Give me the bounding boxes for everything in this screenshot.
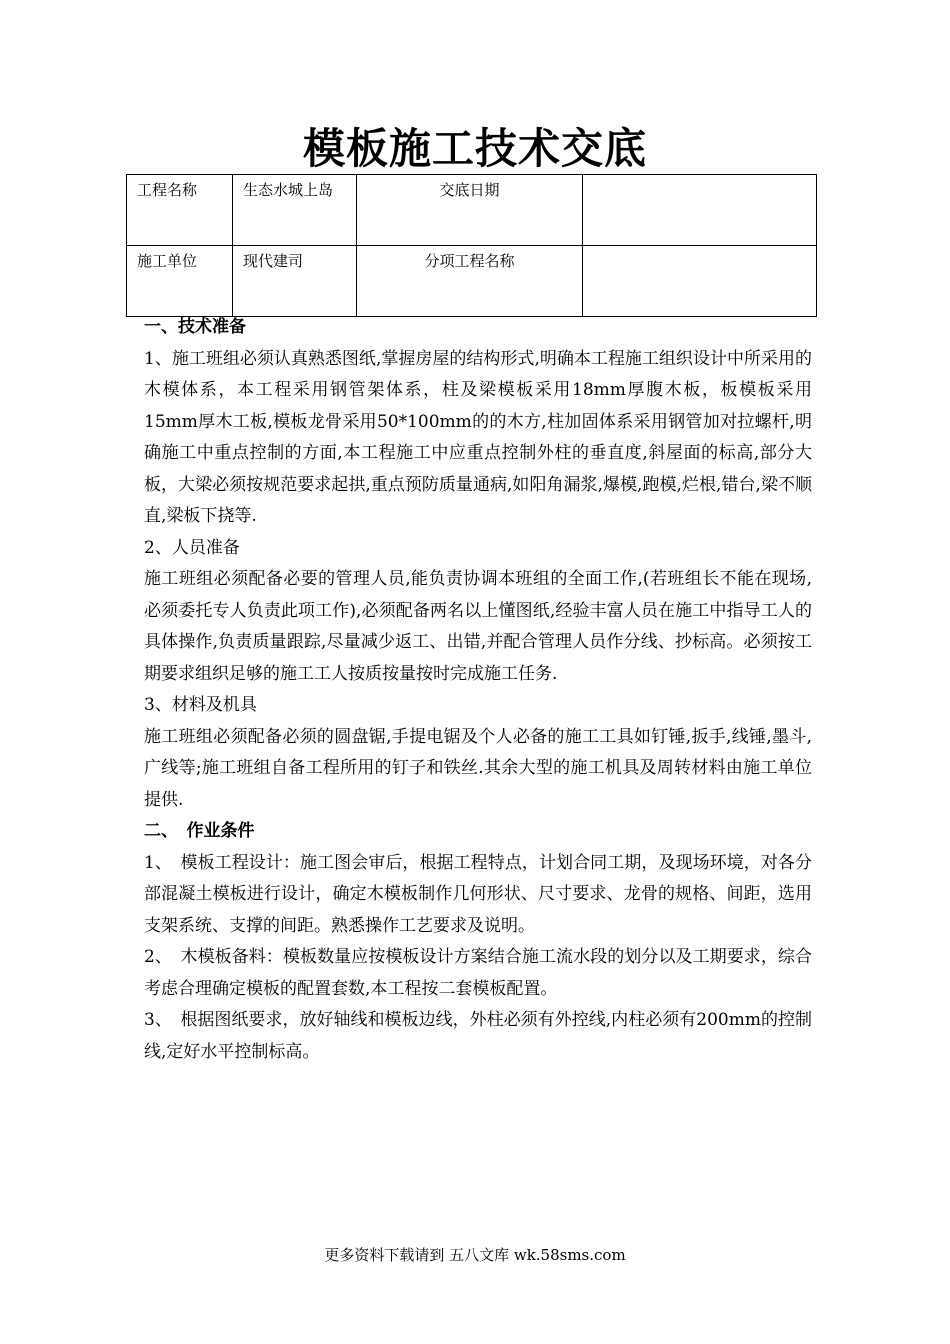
handover-date-value: [583, 175, 817, 246]
paragraph-materials-tools: 施工班组必须配备必须的圆盘锯,手提电锯及个人必备的施工工具如钉锤,扳手,线锤,墨斗,广线等;施工班组自备工程所用的钉子和铁丝.其余大型的施工机具及周转材料由施工单位提供.: [144, 726, 812, 810]
paragraph-drawing-familiarization: 1、施工班组必须认真熟悉图纸,掌握房屋的结构形式,明确本工程施工组织设计中所采用的木模体系，本工程采用钢管架体系，柱及梁模板采用18mm厚腹木板，板模板采用15mm厚木工板,模板龙骨采用50*100mm的的木方,柱加固体系采用钢管加对拉螺杆,明确施工中重点控制的方面,本工程施工中应重点控制外柱的垂直度,斜屋面的标高,部分大板，大梁必须按规范要求起拱,重点预防质量通病,如阳角漏浆,爆模,跑模,烂根,错台,梁不顺直,梁板下挠等.: [144, 348, 812, 526]
construction-unit-label: 施工单位: [127, 246, 233, 317]
paragraph-personnel-preparation: 施工班组必须配备必要的管理人员,能负责协调本班组的全面工作,(若班组长不能在现场,必须委托专人负责此项工作),必须配备两名以上懂图纸,经验丰富人员在施工中指导工人的具体操作,负责质量跟踪,尽量减少返工、出错,并配合管理人员作分线、抄标高。必须按工期要求组织足够的施工工人按质按量按时完成施工任务.: [144, 569, 812, 684]
project-name-label: 工程名称: [127, 175, 233, 246]
document-body: [144, 312, 812, 1068]
document-title: 模板施工技术交底: [302, 124, 647, 173]
table-row: [127, 246, 817, 317]
footer-note: 更多资料下载请到 五八文库 wk.58sms.com: [324, 1246, 626, 1264]
sub-project-name-value: [583, 246, 817, 317]
project-info-table: [126, 174, 817, 317]
subheading-materials-tools: 3、材料及机具: [144, 695, 257, 715]
project-name-value: 生态水城上岛: [233, 175, 357, 246]
table-row: [127, 175, 817, 246]
subheading-personnel-preparation: 2、人员准备: [144, 537, 240, 558]
handover-date-label: 交底日期: [357, 175, 583, 246]
sub-project-name-label: 分项工程名称: [357, 246, 583, 317]
construction-unit-value: 现代建司: [233, 246, 357, 317]
paragraph-formwork-design: 1、 模板工程设计：施工图会审后，根据工程特点，计划合同工期，及现场环境，对各分部混凝土模板进行设计，确定木模板制作几何形状、尺寸要求、龙骨的规格、间距，选用支架系统、支撑的间距。熟悉操作工艺要求及说明。: [144, 852, 812, 936]
paragraph-axis-layout: 3、 根据图纸要求，放好轴线和模板边线，外柱必须有外控线,内柱必须有200mm的控制线,定好水平控制标高。: [144, 1010, 812, 1062]
section-heading-technical-preparation: 一、技术准备: [144, 317, 246, 337]
paragraph-formwork-materials: 2、 木模板备料：模板数量应按模板设计方案结合施工流水段的划分以及工期要求，综合考虑合理确定模板的配置套数,本工程按二套模板配置。: [144, 947, 812, 999]
section-heading-work-conditions: 二、 作业条件: [144, 821, 255, 841]
